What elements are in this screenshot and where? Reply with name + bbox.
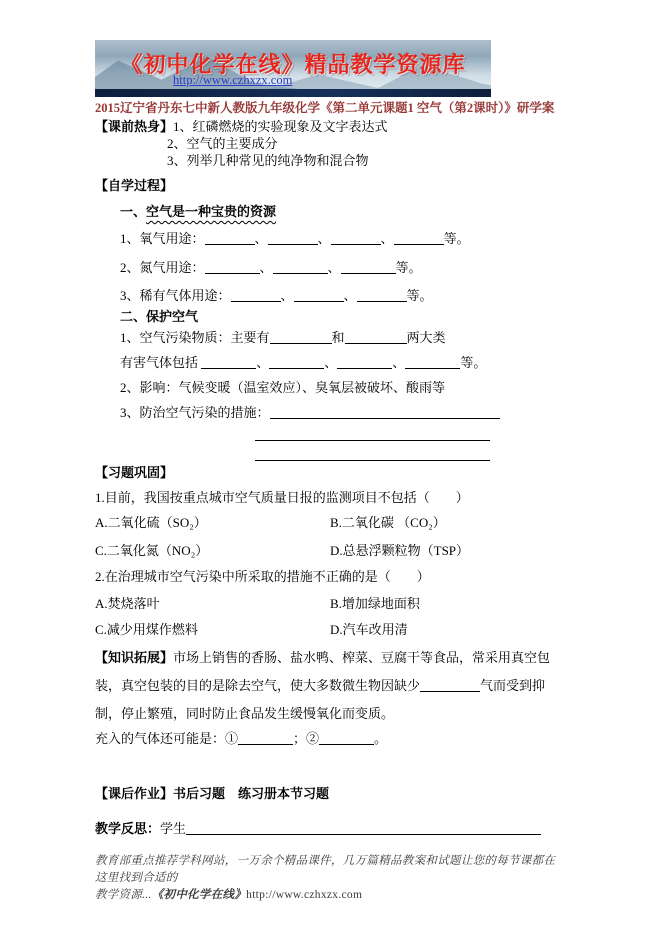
footer-line-2 bbox=[95, 887, 566, 904]
section1-number: 一、 bbox=[120, 204, 147, 219]
banner-url-link[interactable]: http://www.czhxzx.com bbox=[173, 73, 293, 87]
blank-field bbox=[294, 288, 344, 302]
separator: 、 bbox=[254, 231, 268, 246]
blank-field bbox=[331, 231, 381, 245]
option-b: B.增加绿地面积 bbox=[330, 596, 420, 611]
extension-text-after: 气而受到抑制，停止繁殖，同时防止食品发生缓慢氧化而变质。 bbox=[95, 678, 546, 721]
fill-gas-prefix: 充入的气体还可能是：① bbox=[95, 731, 239, 746]
homework-heading: 【课后作业】 bbox=[95, 786, 174, 801]
blank-field bbox=[319, 731, 374, 745]
section1-title: 空气是一种宝贵的资源 bbox=[146, 204, 277, 219]
blank-field bbox=[394, 231, 444, 245]
section2-title: 二、保护空气 bbox=[120, 309, 199, 324]
pollutants-line bbox=[95, 329, 566, 346]
self-study-heading: 【自学过程】 bbox=[95, 178, 174, 193]
harmful-gases-line bbox=[95, 354, 566, 371]
oxygen-uses-line bbox=[95, 230, 566, 247]
option-a: A.二氧化硫（SO₂） bbox=[95, 515, 207, 530]
separator: 、 bbox=[380, 231, 394, 246]
separator: 、 bbox=[280, 288, 294, 303]
blank-field bbox=[345, 330, 407, 344]
q2-options-row-1 bbox=[95, 595, 566, 612]
warmup-heading: 【课前热身】 bbox=[95, 119, 174, 134]
blank-field bbox=[270, 330, 332, 344]
reflection-line bbox=[95, 820, 566, 837]
extension-text-before: 市场上销售的香肠、盐水鸭、榨菜、豆腐干等食品，常采用真空包装，真空包装的目的是除去空气，使大多数微生物因缺少 bbox=[95, 650, 551, 693]
site-banner bbox=[95, 40, 491, 97]
option-c: C.减少用煤作燃料 bbox=[95, 622, 198, 637]
separator: 、 bbox=[324, 355, 338, 370]
separator: 、 bbox=[317, 231, 331, 246]
section1-title-line bbox=[95, 203, 566, 220]
blank-field bbox=[341, 260, 396, 274]
footer-site-name: 《初中化学在线》 bbox=[151, 889, 247, 901]
answer-line bbox=[255, 426, 490, 441]
reflection-label: 教学反思： bbox=[95, 821, 161, 836]
etc-label: 等。 bbox=[443, 231, 470, 246]
exercises-heading: 【习题巩固】 bbox=[95, 465, 174, 480]
separator: 、 bbox=[327, 260, 341, 275]
etc-label: 等。 bbox=[406, 288, 433, 303]
impact-line: 2、影响：气候变暖（温室效应）、臭氧层被破坏、酸雨等 bbox=[120, 380, 446, 395]
option-c: C.二氧化氮（NO₂） bbox=[95, 543, 209, 558]
rare-gas-uses-label: 3、稀有气体用途： bbox=[120, 288, 231, 303]
pollutants-prefix: 1、空气污染物质：主要有 bbox=[120, 330, 270, 345]
blank-field bbox=[405, 355, 460, 369]
homework-line bbox=[95, 785, 566, 802]
blank-field bbox=[186, 821, 541, 835]
nitrogen-uses-line bbox=[95, 259, 566, 276]
etc-label: 等。 bbox=[460, 355, 487, 370]
blank-field bbox=[269, 355, 324, 369]
reflection-lead: 学生 bbox=[160, 821, 187, 836]
harmful-gases-prefix: 有害气体包括 bbox=[120, 355, 202, 370]
blank-field bbox=[205, 231, 255, 245]
banner-title: 《初中化学在线》精品教学资源库 bbox=[120, 52, 466, 77]
option-d: D.汽车改用清 bbox=[330, 622, 408, 637]
blank-field bbox=[270, 405, 500, 419]
separator: 、 bbox=[392, 355, 406, 370]
document-content bbox=[95, 100, 566, 837]
q1-options-row-1 bbox=[95, 514, 566, 531]
option-a: A.焚烧落叶 bbox=[95, 596, 160, 611]
warmup-item-3: 3、列举几种常见的纯净物和混合物 bbox=[167, 153, 369, 168]
blank-field bbox=[357, 288, 407, 302]
pollutants-suffix: 两大类 bbox=[406, 330, 446, 345]
fill-gas-mid: ；② bbox=[293, 731, 320, 746]
question-2: 2.在治理城市空气污染中所采取的措施不正确的是（ ） bbox=[95, 569, 430, 584]
footer-url-link[interactable]: http://www.czhxzx.com bbox=[246, 889, 363, 901]
prevention-label: 3、防治空气污染的措施： bbox=[120, 405, 270, 420]
homework-text: 书后习题 练习册本节习题 bbox=[173, 786, 330, 801]
option-b: B.二氧化碳 （CO₂） bbox=[330, 515, 446, 530]
warmup-item-1: 1、红磷燃烧的实验现象及文字表达式 bbox=[173, 119, 388, 134]
fill-gas-end: 。 bbox=[374, 731, 388, 746]
blank-field bbox=[238, 731, 293, 745]
blank-field bbox=[268, 231, 318, 245]
footer-line-1: 教育部重点推荐学科网站，一万余个精品课件，几万篇精品教案和试题让您的每节课都在这里找到合适的 bbox=[95, 855, 556, 884]
and-label: 和 bbox=[331, 330, 345, 345]
warmup-line-1 bbox=[95, 118, 566, 135]
page-footer bbox=[95, 853, 566, 904]
prevention-line bbox=[95, 404, 566, 421]
separator: 、 bbox=[259, 260, 273, 275]
q2-options-row-2 bbox=[95, 621, 566, 638]
warmup-item-2: 2、空气的主要成分 bbox=[167, 136, 278, 151]
nitrogen-uses-label: 2、氮气用途： bbox=[120, 260, 205, 275]
banner-bottom-bar bbox=[95, 89, 491, 97]
oxygen-uses-label: 1、氧气用途： bbox=[120, 231, 205, 246]
blank-field bbox=[273, 260, 328, 274]
separator: 、 bbox=[256, 355, 270, 370]
extension-heading: 【知识拓展】 bbox=[95, 650, 174, 665]
question-1: 1.目前，我国按重点城市空气质量日报的监测项目不包括（ ） bbox=[95, 490, 469, 505]
blank-field bbox=[231, 288, 281, 302]
rare-gas-uses-line bbox=[95, 287, 566, 304]
answer-line bbox=[255, 446, 490, 461]
blank-field bbox=[337, 355, 392, 369]
q1-options-row-2 bbox=[95, 542, 566, 559]
document-title: 2015辽宁省丹东七中新人教版九年级化学《第二单元课题1 空气（第2课时）》研学案 bbox=[95, 101, 555, 115]
extension-paragraph bbox=[95, 644, 566, 728]
fill-gas-line bbox=[95, 730, 566, 747]
blank-field bbox=[205, 260, 260, 274]
option-d: D.总悬浮颗粒物（TSP） bbox=[330, 543, 470, 558]
blank-field bbox=[201, 355, 256, 369]
footer-line-2-text: 教学资源... bbox=[95, 889, 152, 901]
separator: 、 bbox=[343, 288, 357, 303]
etc-label: 等。 bbox=[395, 260, 422, 275]
blank-field bbox=[420, 678, 480, 692]
